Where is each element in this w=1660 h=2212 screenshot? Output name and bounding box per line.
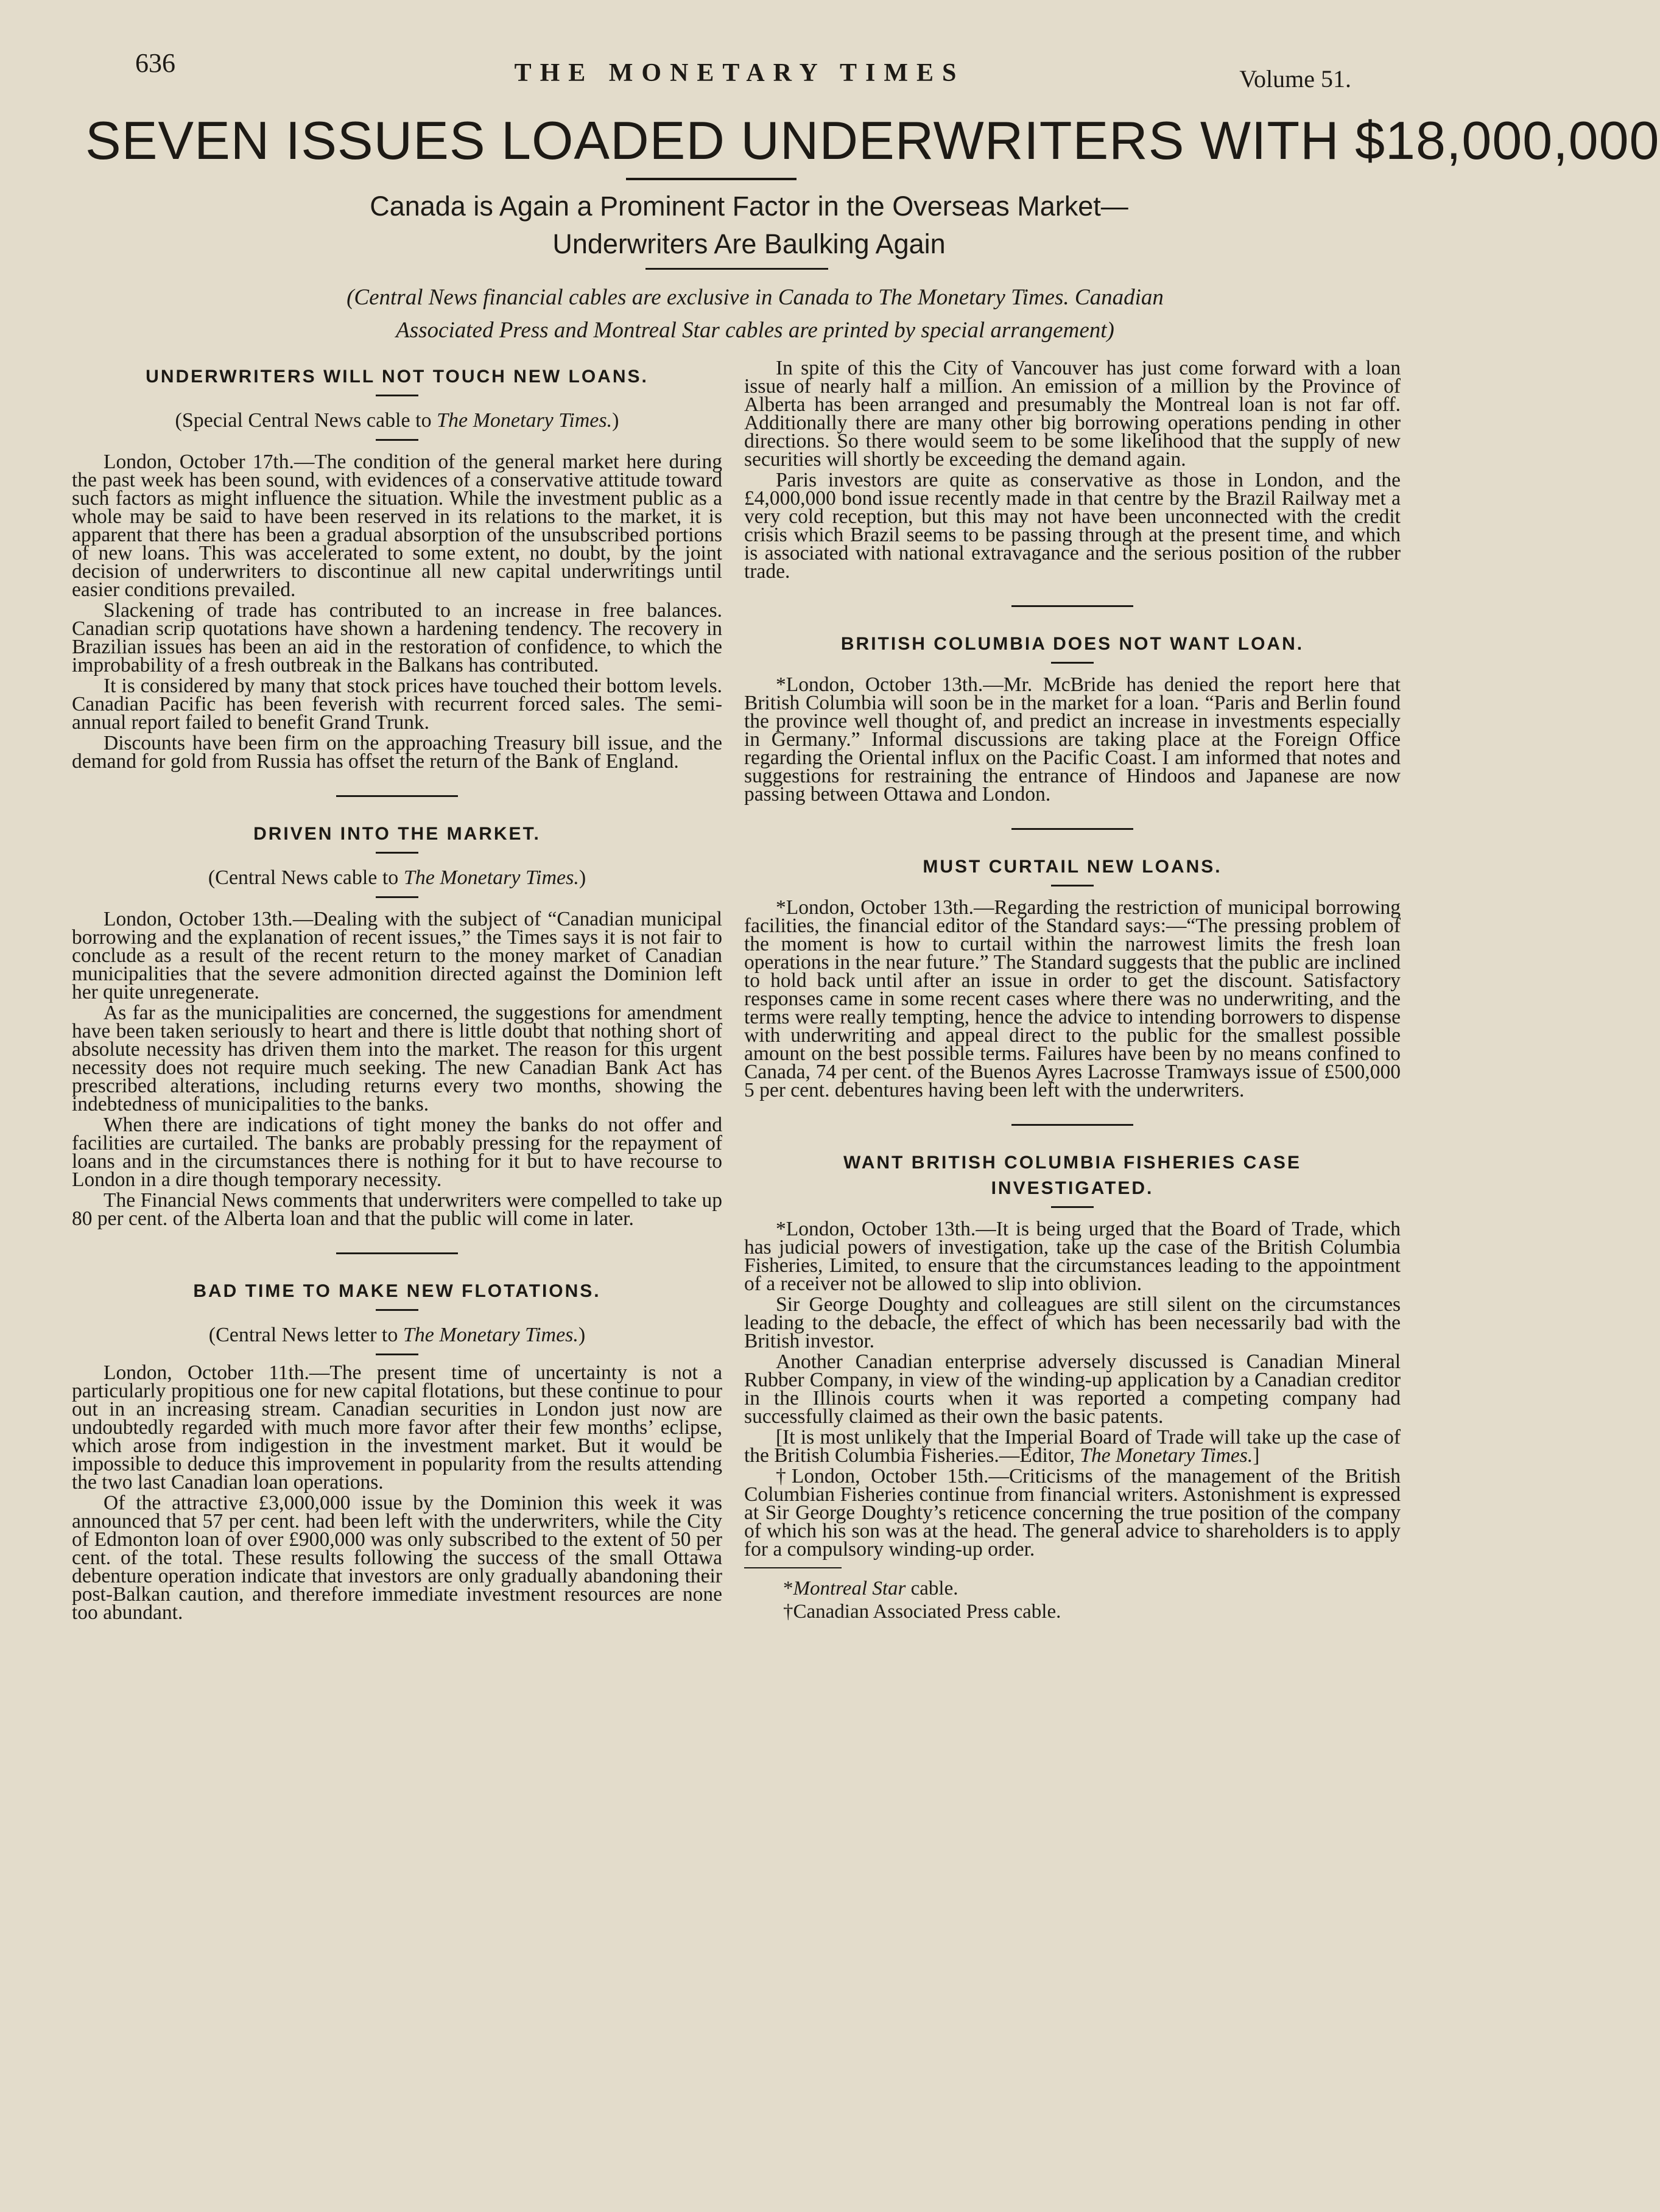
source-suffix: ) (612, 409, 619, 432)
section-dash (1051, 1206, 1094, 1208)
source-suffix: ) (578, 1324, 586, 1346)
section-dash (376, 1309, 418, 1311)
article-paragraph: Discounts have been firm on the approaching Treasury bill issue, and the demand for gold from Russia has offset the return of the Bank of England. (72, 732, 722, 773)
section-divider (1011, 828, 1133, 830)
article-paragraph: *London, October 13th.—Mr. McBride has denied the report here that British Columbia will soon be in the market for a loan. “Paris and Berlin found the province well thought of, and predict an increase in investments especially in Germany.” Informal discussions are taking place at the Foreign Office regarding the Oriental influx on the Pacific Coast. I am informed that notes and suggestions for restraining the entrance of Hindoos and Japanese are now passing between Ottawa and London. (744, 673, 1401, 806)
running-header (0, 37, 1479, 91)
article-paragraph: In spite of this the City of Vancouver has just come forward with a loan issue of nearly half a million. An emission of a million by the Province of Alberta has been arranged and presumably the Montreal loan is not far off. Additionally there are many other big borrowing operations pending in other directions. So there would seem to be some likelihood that the supply of new securities will shortly be exceeding the demand again. (744, 357, 1401, 471)
article-paragraph: The Financial News comments that underwriters were compelled to take up 80 per cent. of the Alberta loan and that the public will come in later. (72, 1189, 722, 1230)
editorial-note-line-1: (Central News financial cables are exclusive in Canada to The Monetary Times. Canadian (346, 285, 1164, 310)
section-dash (376, 439, 418, 441)
section-title-line-2: INVESTIGATED. (991, 1178, 1154, 1198)
source-prefix: (Special Central News cable to (175, 409, 437, 432)
section-source (72, 409, 722, 433)
section-title: DRIVEN INTO THE MARKET. (253, 824, 541, 844)
section-title: BAD TIME TO MAKE NEW FLOTATIONS. (193, 1281, 601, 1301)
article-paragraph: London, October 11th.—The present time of uncertainty is not a particularly propitious one for new capital flotations, but these continue to pour out in an increasing stream. Canadian securities in London just now are undoubtedly regarded with much more favor after their few months’ eclipse, which arose from indigestion in the investment market. But it would be impossible to deduce this improvement in popularity from the results attending the two last Canadian loan operations. (72, 1361, 722, 1494)
subheadline-rule (645, 268, 828, 270)
editorial-note-line-2: Associated Press and Montreal Star cables are printed by special arrangement) (396, 318, 1114, 343)
article-paragraph: Slackening of trade has contributed to an increase in free balances. Canadian scrip quotations have shown a hardening tendency. The recovery in Brazilian issues has been an aid in the restoration of confidence, to which the improbability of a fresh outbreak in the Balkans has contributed. (72, 599, 722, 676)
section-source (72, 866, 722, 890)
section-dash (376, 852, 418, 854)
section-dash (376, 896, 418, 898)
article-paragraph: Of the attractive £3,000,000 issue by the Dominion this week it was announced that 57 per cent. had been left with the underwriters, while the City of Edmonton loan of over £900,000 was only subscribed to the extent of 50 per cent. of the total. These results following the success of the small Ottawa debenture operation indicate that investors are only gradually abandoning their post-Balkan caution, and therefore immediate investment resources are none too abundant. (72, 1492, 722, 1624)
section-divider (336, 795, 458, 797)
article-paragraph: Another Canadian enterprise adversely discussed is Canadian Mineral Rubber Company, in view of the winding-up application by a Canadian creditor in the Illinois courts when it was reported a competing company had successfully claimed as their own the basic patents. (744, 1350, 1401, 1428)
source-publication: The Monetary Times. (403, 866, 579, 889)
section-dash (376, 1354, 418, 1355)
section-source (72, 1323, 722, 1347)
editor-note-text: [It is most unlikely that the Imperial Board of Trade will take up the case of the British Columbia Fisheries.—Editor, (744, 1426, 1401, 1467)
article-paragraph: †London, October 15th.—Criticisms of the management of the British Columbian Fisheries continue from financial writers. Astonishment is expressed at Sir George Doughty’s reticence concerning the true position of the company of which his son was at the head. The general advice to shareholders is to apply for a compulsory winding-up order. (744, 1465, 1401, 1561)
section-divider (1011, 605, 1133, 607)
volume-label: Volume 51. (1239, 65, 1351, 93)
section-dash (376, 395, 418, 396)
left-column (72, 359, 722, 1624)
page-number: 636 (135, 48, 175, 78)
editorial-note (183, 281, 1328, 347)
footnote-dagger: †Canadian Associated Press cable. (783, 1601, 1061, 1623)
article-paragraph: London, October 13th.—Dealing with the subject of “Canadian municipal borrowing and the explanation of recent issues,” the Times says it is not fair to conclude as a result of the recent return to the money market of Canadian municipalities that the severe admonition directed against the Dominion left her quite unregenerate. (72, 908, 722, 1003)
subheadline-line-2: Underwriters Are Baulking Again (552, 228, 946, 259)
section-divider (336, 1252, 458, 1254)
subheadline-line-1: Canada is Again a Prominent Factor in the Overseas Market— (370, 191, 1128, 222)
source-publication: The Monetary Times. (437, 409, 613, 432)
article-paragraph: Sir George Doughty and colleagues are still silent on the circumstances leading to the debacle, the effect of which has been necessarily bad with the British investor. (744, 1293, 1401, 1352)
footnote-star-source: Montreal Star (793, 1578, 906, 1599)
footnote-rule (744, 1567, 842, 1568)
source-prefix: (Central News cable to (208, 866, 404, 889)
section-title: MUST CURTAIL NEW LOANS. (923, 857, 1222, 877)
editor-note-end: ] (1253, 1444, 1260, 1467)
article-paragraph: Paris investors are quite as conservative as those in London, and the £4,000,000 bond issue recently made in that centre by the Brazil Railway met a very cold reception, but this may not have been unconnected with the credit crisis which Brazil seems to be passing through at the present time, and which is associated with national extravagance and the serious position of the rubber trade. (744, 469, 1401, 583)
editor-note (744, 1428, 1401, 1465)
article-paragraph: *London, October 13th.—It is being urged that the Board of Trade, which has judicial powers of investigation, take up the case of the British Columbia Fisheries, Limited, to ensure that the circumstances leading to the appointment of a receiver not be allowed to slip into oblivion. (744, 1218, 1401, 1295)
footnote-star-suffix: cable. (906, 1578, 958, 1599)
right-column (744, 359, 1401, 1623)
editor-note-publication: The Monetary Times. (1080, 1444, 1253, 1467)
subheadline (183, 188, 1315, 263)
section-dash (1051, 885, 1094, 887)
footnote-star (783, 1577, 1401, 1600)
article-paragraph: London, October 17th.—The condition of the general market here during the past week has been sound, with evidences of a conservative attitude toward such factors as might influence the situation. While the investment public as a whole may be said to have been reserved in its relations to the market, it is apparent that there has been a gradual absorption of the unsubscribed portions of new loans. This was accelerated to some extent, no doubt, by the joint decision of underwriters to discontinue all new capital underwritings until easier conditions prevailed. (72, 451, 722, 601)
main-headline: SEVEN ISSUES LOADED UNDERWRITERS WITH $18,000,000 (85, 110, 1660, 170)
section-title (744, 1150, 1401, 1201)
article-paragraph: *London, October 13th.—Regarding the restriction of municipal borrowing facilities, the financial editor of the Standard says:—“The pressing problem of the moment is how to curtail within the narrowest limits the fresh loan operations in the near future.” The Standard suggests that the public are inclined to hold back until after an issue in order to get the discount. Satisfactory responses came in some recent cases where there was no underwriting, and the terms were really tempting, hence the advice to intending borrowers to dispense with underwriting and appeal direct to the public for the smallest possible amount on the best possible terms. Failures have been by no means confined to Canada, 74 per cent. of the Buenos Ayres Lacrosse Tramways issue of £500,000 5 per cent. debentures having been left with the underwriters. (744, 896, 1401, 1101)
section-divider (1011, 1124, 1133, 1126)
source-prefix: (Central News letter to (208, 1324, 403, 1346)
section-title-line-1: WANT BRITISH COLUMBIA FISHERIES CASE (843, 1153, 1301, 1173)
article-paragraph: It is considered by many that stock prices have touched their bottom levels. Canadian Pacific has been feverish with recurrent forced sales. The semi-annual report failed to benefit Grand Trunk. (72, 675, 722, 734)
source-suffix: ) (579, 866, 586, 889)
article-paragraph: As far as the municipalities are concerned, the suggestions for amendment have been taken seriously to heart and there is little doubt that nothing short of absolute necessity has driven them into the market. The reason for this urgent necessity does not require much seeking. The new Canadian Bank Act has prescribed alterations, including returns every two months, showing the indebtedness of municipalities to the banks. (72, 1002, 722, 1115)
footnote-star-mark: * (783, 1578, 793, 1599)
headline-rule (626, 178, 797, 180)
source-publication: The Monetary Times. (403, 1324, 579, 1346)
section-title: BRITISH COLUMBIA DOES NOT WANT LOAN. (840, 634, 1304, 654)
article-paragraph: When there are indications of tight money the banks do not offer and facilities are curtailed. The banks are probably pressing for the repayment of loans and in the circumstances there is nothing for it but to have recourse to London in a dire though temporary necessity. (72, 1114, 722, 1191)
publication-masthead: THE MONETARY TIMES (514, 59, 965, 87)
section-dash (1051, 662, 1094, 664)
section-title: UNDERWRITERS WILL NOT TOUCH NEW LOANS. (146, 367, 649, 387)
